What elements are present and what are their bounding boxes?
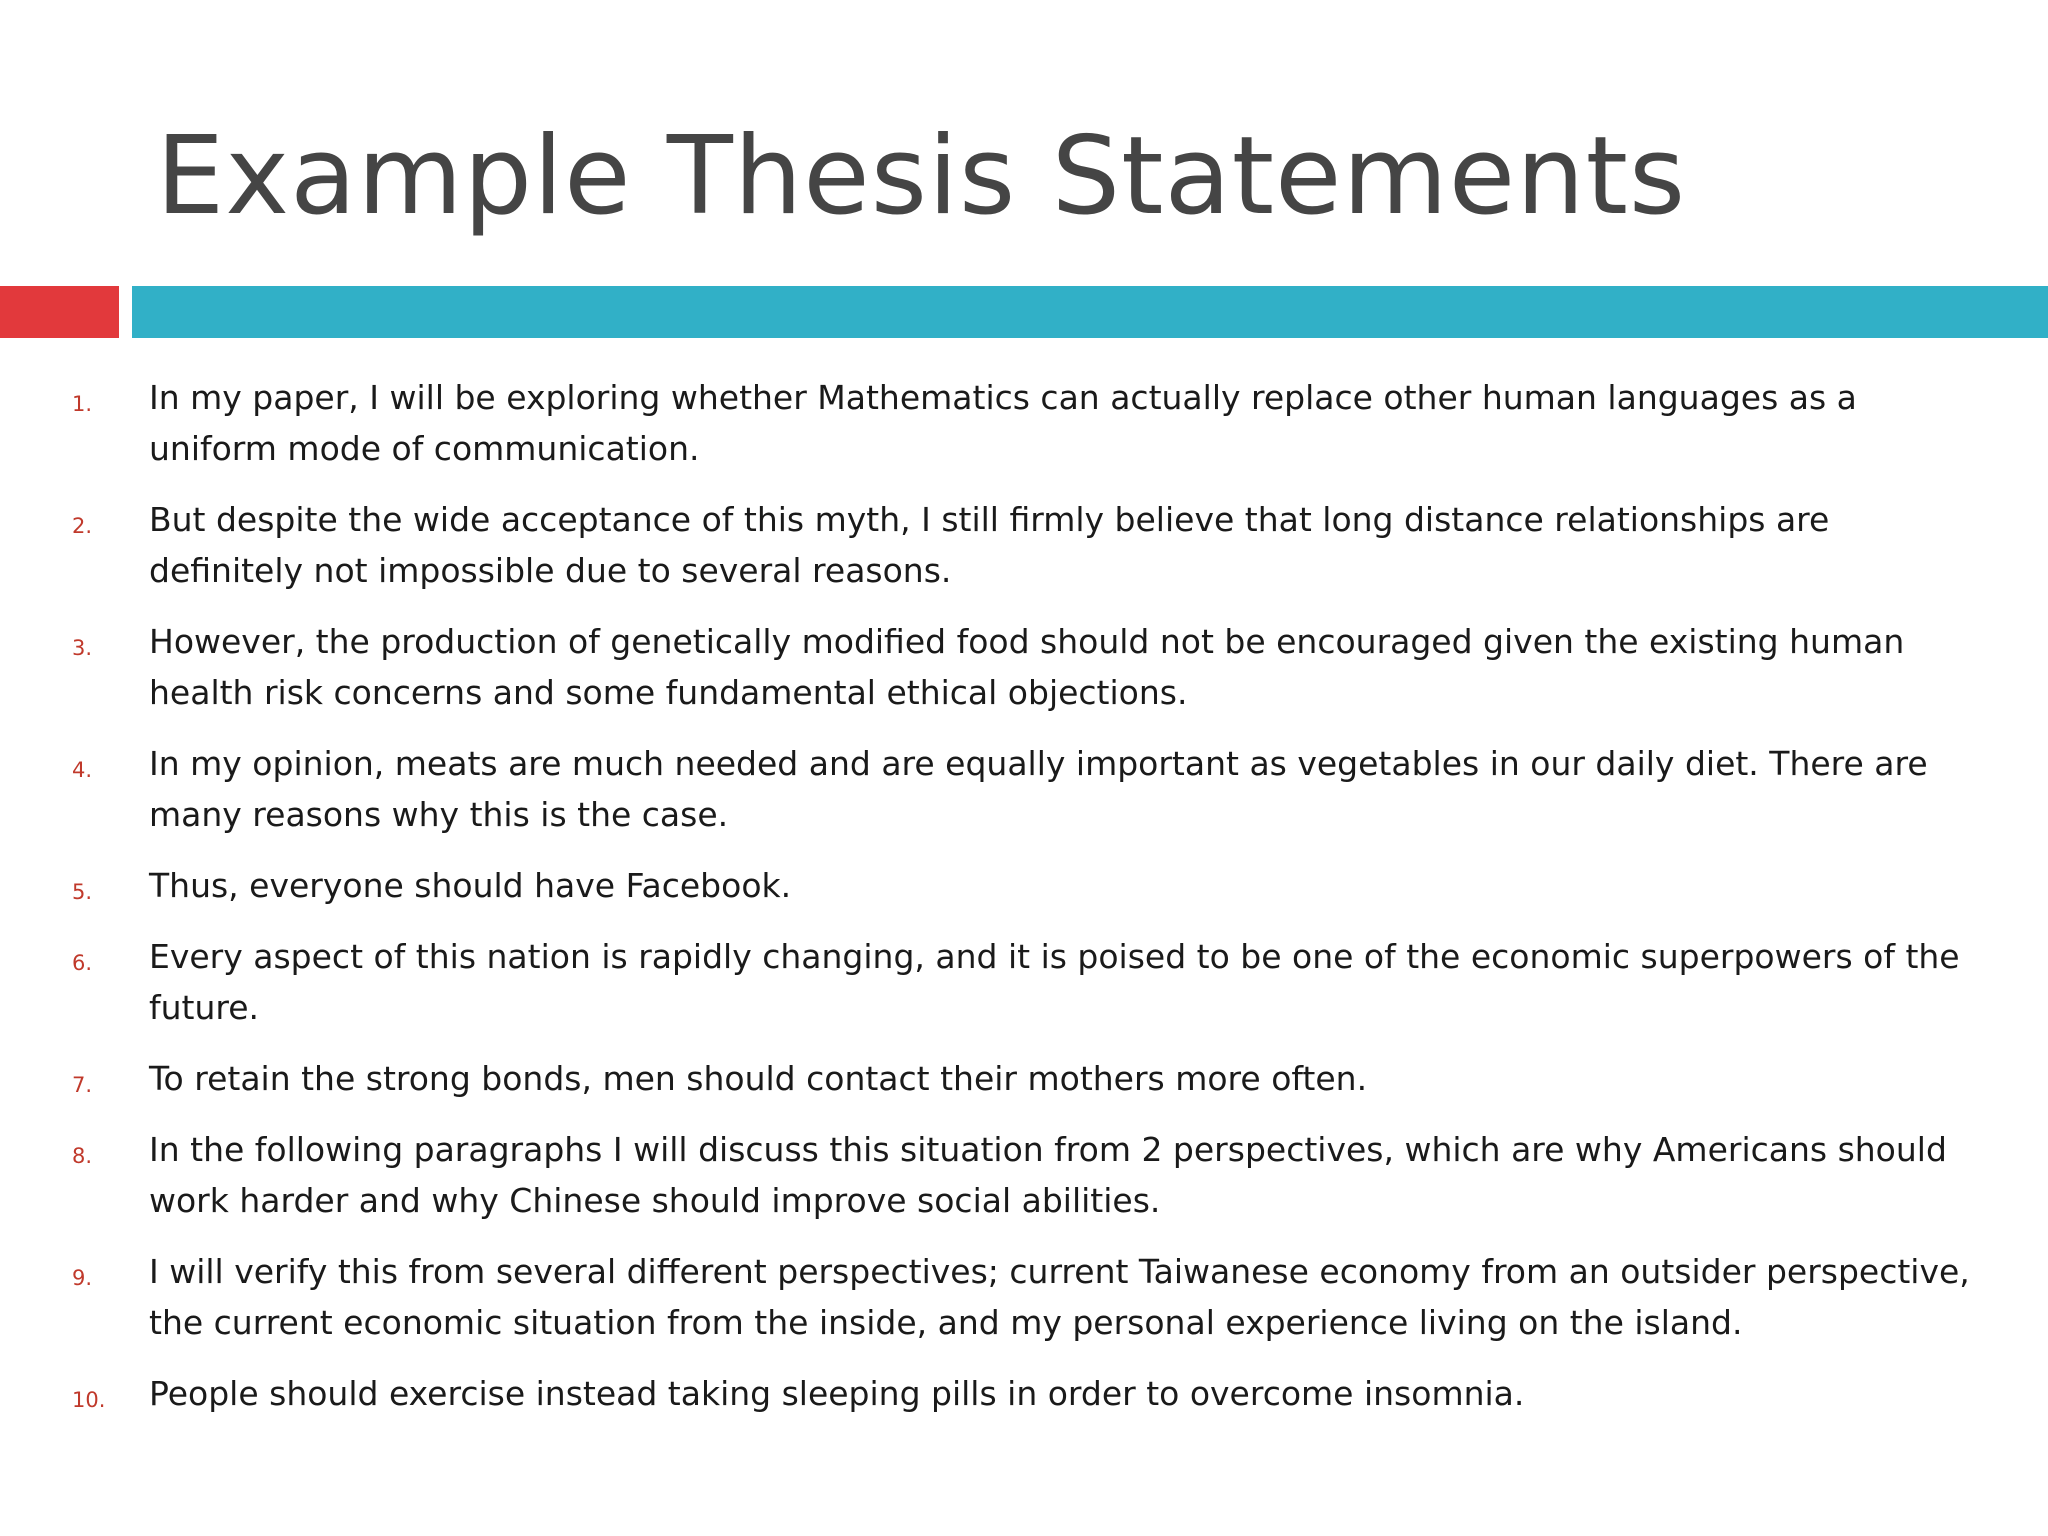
list-item-text: I will verify this from several different perspectives; current Taiwanese economy from an outsider perspective, the current economic situation from the inside, and my personal experience living on the island. (149, 1252, 1970, 1342)
accent-bar-blue (132, 286, 2048, 338)
list-item (0, 494, 2048, 596)
list-item (0, 931, 2048, 1033)
list-item (0, 372, 2048, 474)
list-item-number: 3. (72, 636, 93, 660)
list-item-number: 1. (72, 392, 93, 416)
list-item-number: 9. (72, 1266, 93, 1290)
list-item-text: Thus, everyone should have Facebook. (149, 866, 792, 905)
list-item-text: But despite the wide acceptance of this myth, I still firmly believe that long distance relationships are definitely not impossible due to several reasons. (149, 500, 1830, 590)
list-item-text: In my opinion, meats are much needed and are equally important as vegetables in our daily diet. There are many reasons why this is the case. (149, 744, 1928, 834)
list-item-text: People should exercise instead taking sleeping pills in order to overcome insomnia. (149, 1374, 1525, 1413)
list-item-number: 2. (72, 514, 93, 538)
list-item-number: 5. (72, 880, 93, 904)
list-item-number: 7. (72, 1073, 93, 1097)
list-item-number: 10. (72, 1388, 106, 1412)
thesis-statement-list (0, 372, 2048, 1439)
accent-bar-red (0, 286, 119, 338)
list-item (0, 616, 2048, 718)
list-item-text: However, the production of genetically modified food should not be encouraged given the existing human health risk concerns and some fundamental ethical objections. (149, 622, 1905, 712)
list-item-text: In my paper, I will be exploring whether Mathematics can actually replace other human languages as a uniform mode of communication. (149, 378, 1857, 468)
list-item-text: To retain the strong bonds, men should contact their mothers more often. (149, 1059, 1368, 1098)
list-item (0, 860, 2048, 911)
list-item-number: 6. (72, 951, 93, 975)
slide-title: Example Thesis Statements (156, 114, 1687, 239)
list-item-text: In the following paragraphs I will discuss this situation from 2 perspectives, which are why Americans should work harder and why Chinese should improve social abilities. (149, 1130, 1947, 1220)
list-item (0, 1053, 2048, 1104)
list-item-number: 4. (72, 758, 93, 782)
list-item (0, 1246, 2048, 1348)
list-item (0, 1124, 2048, 1226)
list-item (0, 738, 2048, 840)
list-item-text: Every aspect of this nation is rapidly changing, and it is poised to be one of the economic superpowers of the future. (149, 937, 1960, 1027)
list-item-number: 8. (72, 1144, 93, 1168)
list-item (0, 1368, 2048, 1419)
